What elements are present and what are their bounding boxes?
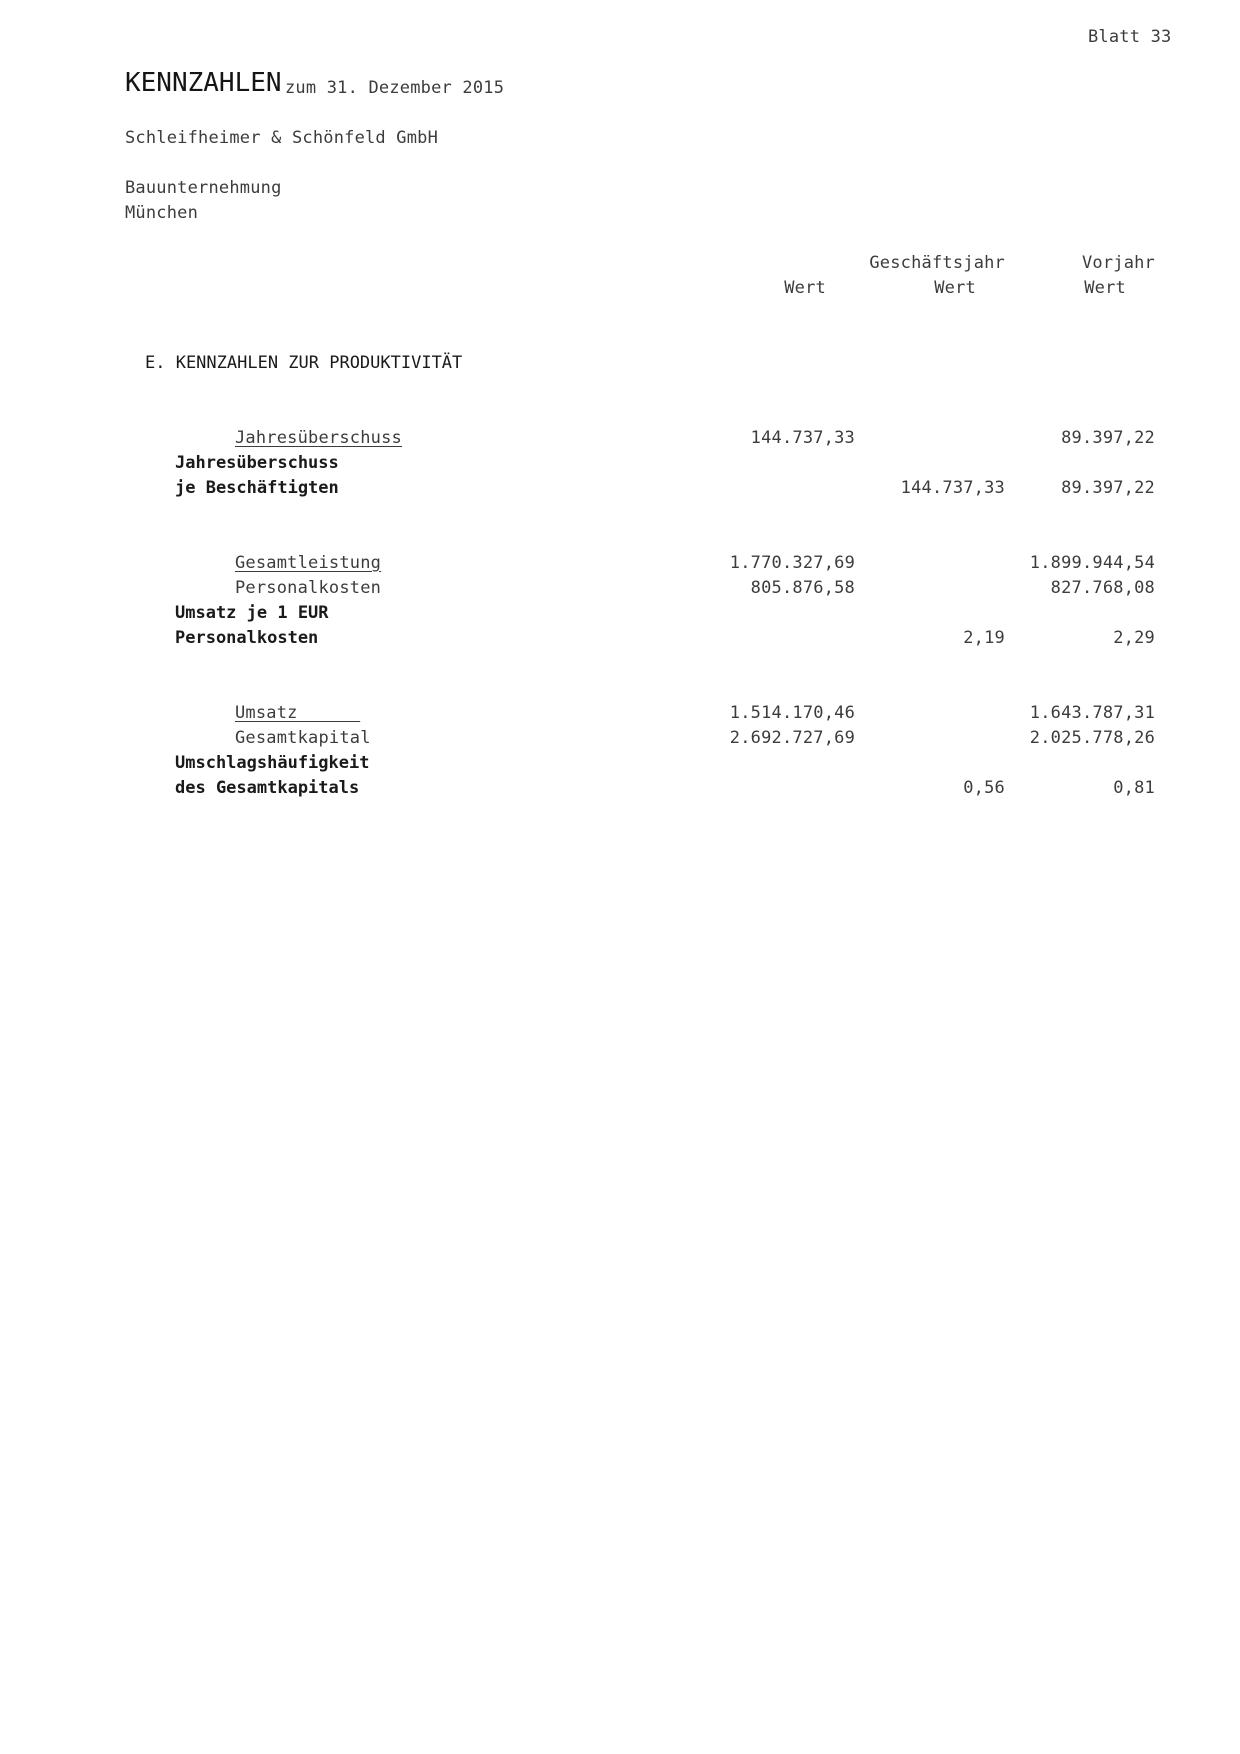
input-value: 144.737,33 — [750, 428, 855, 448]
sheet-number: Blatt 33 — [1088, 27, 1172, 47]
input-value: 1.514.170,46 — [729, 703, 855, 723]
input-value: 805.876,58 — [750, 578, 855, 598]
result-value: 144.737,33 — [900, 478, 1005, 498]
input-prev-value: 1.643.787,31 — [1029, 703, 1155, 723]
result-label: Jahresüberschuss — [175, 453, 339, 473]
input-label: Gesamtleistung — [235, 553, 382, 573]
input-label: Umsatz — [235, 703, 361, 723]
result-prev-value: 0,81 — [1113, 778, 1155, 798]
company-branch: Bauunternehmung — [125, 178, 282, 198]
column-header-value-1: Wert — [784, 278, 826, 298]
input-prev-value: 89.397,22 — [1061, 428, 1155, 448]
result-value: 0,56 — [963, 778, 1005, 798]
input-label: Gesamtkapital — [235, 728, 371, 748]
company-name: Schleifheimer & Schönfeld GmbH — [125, 128, 439, 148]
input-prev-value: 2.025.778,26 — [1029, 728, 1155, 748]
input-value: 2.692.727,69 — [729, 728, 855, 748]
column-header-previous-year: Vorjahr — [1081, 253, 1155, 273]
result-label: je Beschäftigten — [175, 478, 339, 498]
input-prev-value: 827.768,08 — [1050, 578, 1155, 598]
column-header-current-year: Geschäftsjahr — [869, 253, 1005, 273]
page-title: KENNZAHLEN — [125, 68, 282, 98]
input-value: 1.770.327,69 — [729, 553, 855, 573]
result-prev-value: 2,29 — [1113, 628, 1155, 648]
result-label: Umschlagshäufigkeit — [175, 753, 370, 773]
input-prev-value: 1.899.944,54 — [1029, 553, 1155, 573]
company-city: München — [125, 203, 199, 223]
page-subtitle: zum 31. Dezember 2015 — [285, 78, 505, 98]
result-label: Umsatz je 1 EUR — [175, 603, 329, 623]
column-header-value-2: Wert — [934, 278, 976, 298]
section-heading: E. KENNZAHLEN ZUR PRODUKTIVITÄT — [145, 353, 463, 373]
result-prev-value: 89.397,22 — [1061, 478, 1155, 498]
column-header-value-3: Wert — [1084, 278, 1126, 298]
input-label: Jahresüberschuss — [235, 428, 402, 448]
result-label: Personalkosten — [175, 628, 319, 648]
result-label: des Gesamtkapitals — [175, 778, 360, 798]
input-label: Personalkosten — [235, 578, 382, 598]
result-value: 2,19 — [963, 628, 1005, 648]
